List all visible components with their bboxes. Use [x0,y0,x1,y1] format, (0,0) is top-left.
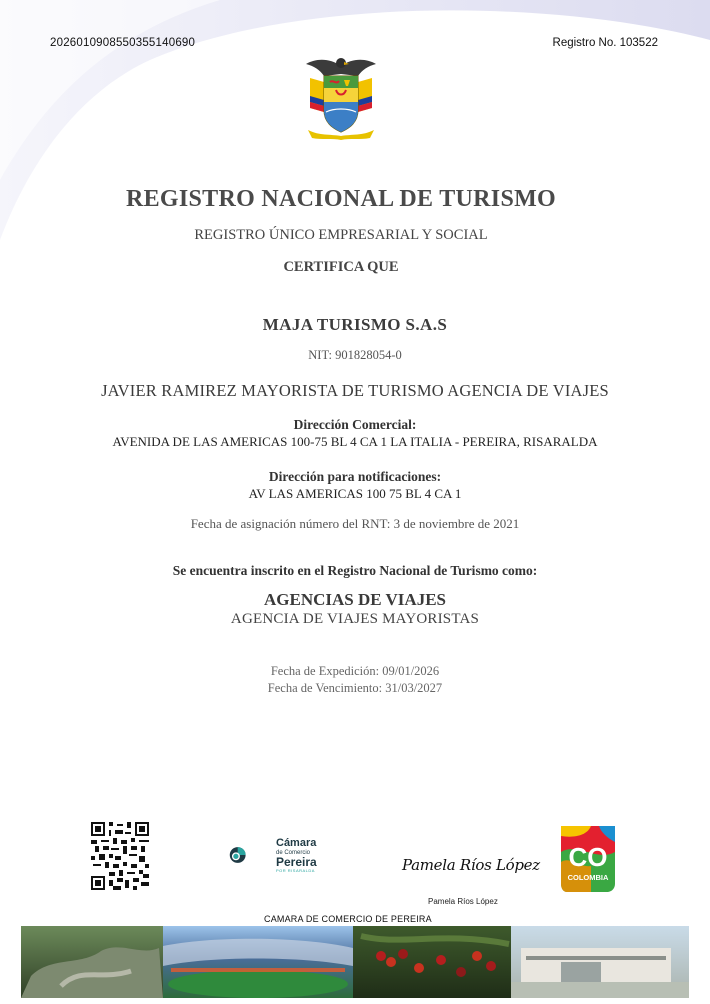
document-subtitle: REGISTRO ÚNICO EMPRESARIAL Y SOCIAL [194,227,488,243]
photo-building [511,926,689,998]
co-mark: CO [568,842,608,872]
company-nit: NIT: 901828054-0 [308,348,402,362]
camara-logo-icon [228,834,272,876]
subcategoria: AGENCIA DE VIAJES MAYORISTAS [230,611,480,627]
certifica-heading: CERTIFICA QUE [283,259,399,275]
registro-number: Registro No. 103522 [552,37,658,49]
photo-stadium [163,926,353,998]
camara-line2: de Comercio [276,850,311,856]
direccion-notificaciones-value: AV LAS AMERICAS 100 75 BL 4 CA 1 [248,486,462,501]
photo-strip [21,926,689,998]
qr-code-icon[interactable] [91,822,149,890]
camara-logo-text [276,838,317,873]
camara-line3: Pereira [276,855,317,869]
camara-line4: POR RISARALDA [276,868,315,873]
categoria: AGENCIAS DE VIAJES [263,590,446,609]
fecha-vencimiento: Fecha de Vencimiento: 31/03/2027 [267,681,443,695]
coat-of-arms-icon [300,52,382,140]
document-title: REGISTRO NACIONAL DE TURISMO [125,186,557,212]
direccion-comercial-label: Dirección Comercial: [293,417,417,432]
camara-line1: Cámara [276,837,317,849]
co-colombia-logo-icon [557,822,619,894]
fecha-asignacion-rnt: Fecha de asignación número del RNT: 3 de noviembre de 2021 [190,516,520,531]
signatory-name: Pamela Ríos López [428,897,498,906]
direccion-notificaciones-label: Dirección para notificaciones: [268,469,442,484]
document-code: 20260109085503551406​90 [50,37,196,49]
direccion-comercial-value: AVENIDA DE LAS AMERICAS 100-75 BL 4 CA 1 LA ITALIA - PEREIRA, RISARALDA [112,434,598,449]
inscrito-statement: Se encuentra inscrito en el Registro Nacional de Turismo como: [172,563,538,578]
company-name: MAJA TURISMO S.A.S [262,315,448,334]
fecha-expedicion: Fecha de Expedición: 09/01/2026 [270,664,440,678]
company-activity: JAVIER RAMIREZ MAYORISTA DE TURISMO AGENCIA DE VIAJES [101,381,609,400]
photo-sculpture [21,926,163,998]
footer-label: CAMARA DE COMERCIO DE PEREIRA [264,914,432,924]
handwritten-signature: Pamela Ríos López [402,856,540,874]
photo-coffee [353,926,511,998]
co-word: COLOMBIA [567,873,609,882]
